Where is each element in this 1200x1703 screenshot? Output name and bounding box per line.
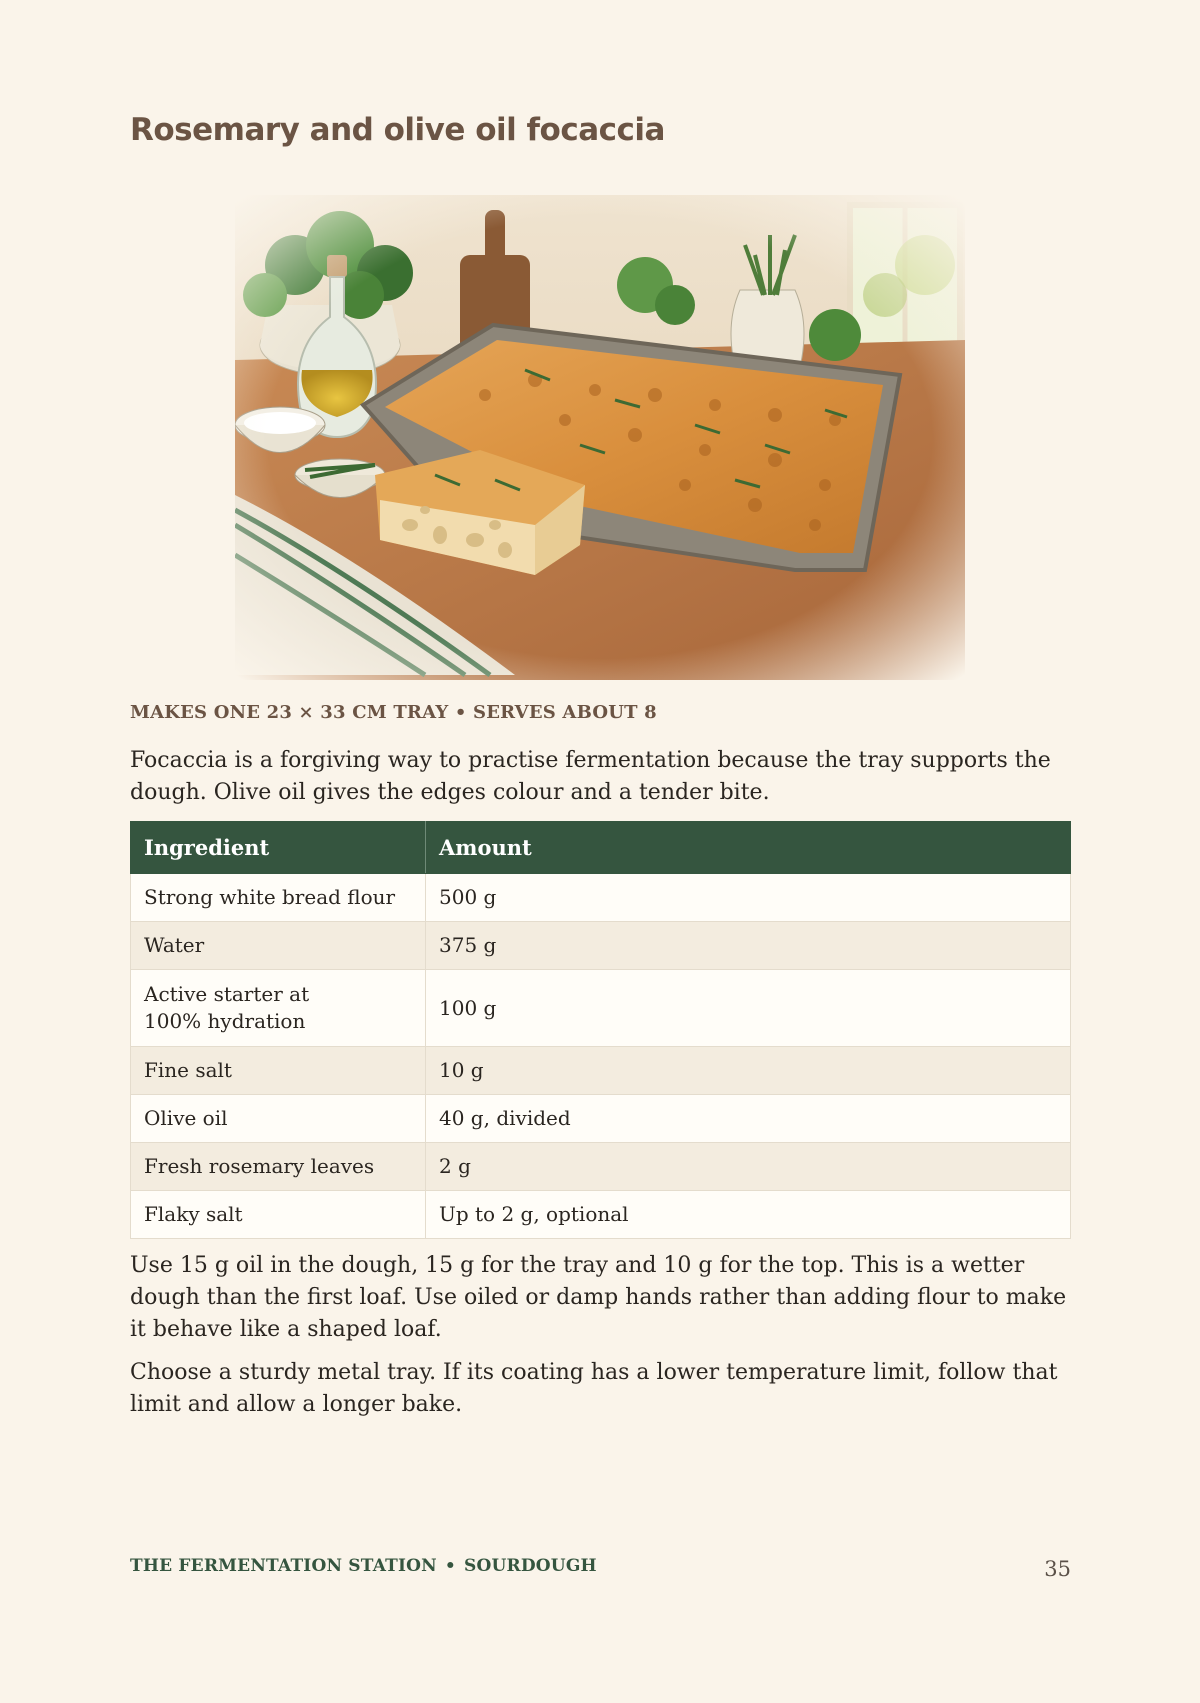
amount-cell: Up to 2 g, optional bbox=[426, 1191, 1071, 1239]
ingredient-cell: Strong white bread flour bbox=[131, 874, 426, 922]
focaccia-illustration bbox=[235, 195, 965, 680]
amount-cell: 500 g bbox=[426, 874, 1071, 922]
ingredient-cell: Fresh rosemary leaves bbox=[131, 1143, 426, 1191]
amount-cell: 100 g bbox=[426, 970, 1071, 1047]
amount-cell: 10 g bbox=[426, 1047, 1071, 1095]
ingredient-cell: Fine salt bbox=[131, 1047, 426, 1095]
column-header-amount: Amount bbox=[426, 822, 1071, 874]
ingredient-cell: Flaky salt bbox=[131, 1191, 426, 1239]
table-header-row bbox=[131, 822, 1071, 874]
oil-usage-note: Use 15 g oil in the dough, 15 g for the tray and 10 g for the top. This is a wetter dough than the first loaf. Use oiled or damp hands rather than adding flour to make it behave like a shaped loaf. bbox=[130, 1253, 1067, 1342]
ingredient-cell: Water bbox=[131, 922, 426, 970]
section-name: SOURDOUGH bbox=[464, 1556, 597, 1576]
publication-name: THE FERMENTATION STATION bbox=[130, 1556, 437, 1576]
ingredient-cell: Olive oil bbox=[131, 1095, 426, 1143]
amount-cell: 2 g bbox=[426, 1143, 1071, 1191]
column-header-ingredient: Ingredient bbox=[131, 822, 426, 874]
ingredient-cell: Active starter at 100% hydration bbox=[131, 970, 426, 1047]
table-row bbox=[131, 1047, 1071, 1095]
page-number: 35 bbox=[1044, 1557, 1071, 1581]
tray-note: Choose a sturdy metal tray. If its coating has a lower temperature limit, follow that limit and allow a longer bake. bbox=[130, 1360, 1058, 1417]
table-row bbox=[131, 1191, 1071, 1239]
recipe-title: Rosemary and olive oil focaccia bbox=[130, 112, 665, 148]
table-row bbox=[131, 1095, 1071, 1143]
recipe-yield: MAKES ONE 23 × 33 CM TRAY • SERVES ABOUT 8 bbox=[130, 702, 657, 723]
table-row bbox=[131, 1143, 1071, 1191]
table-row bbox=[131, 970, 1071, 1047]
table-row bbox=[131, 874, 1071, 922]
ingredients-table bbox=[130, 821, 1071, 1239]
recipe-intro: Focaccia is a forgiving way to practise fermentation because the tray supports the dough. Olive oil gives the edges colour and a tender bite. bbox=[130, 748, 1051, 805]
running-footer bbox=[130, 1556, 597, 1576]
amount-cell: 40 g, divided bbox=[426, 1095, 1071, 1143]
table-row bbox=[131, 922, 1071, 970]
footer-separator: • bbox=[444, 1556, 456, 1576]
amount-cell: 375 g bbox=[426, 922, 1071, 970]
